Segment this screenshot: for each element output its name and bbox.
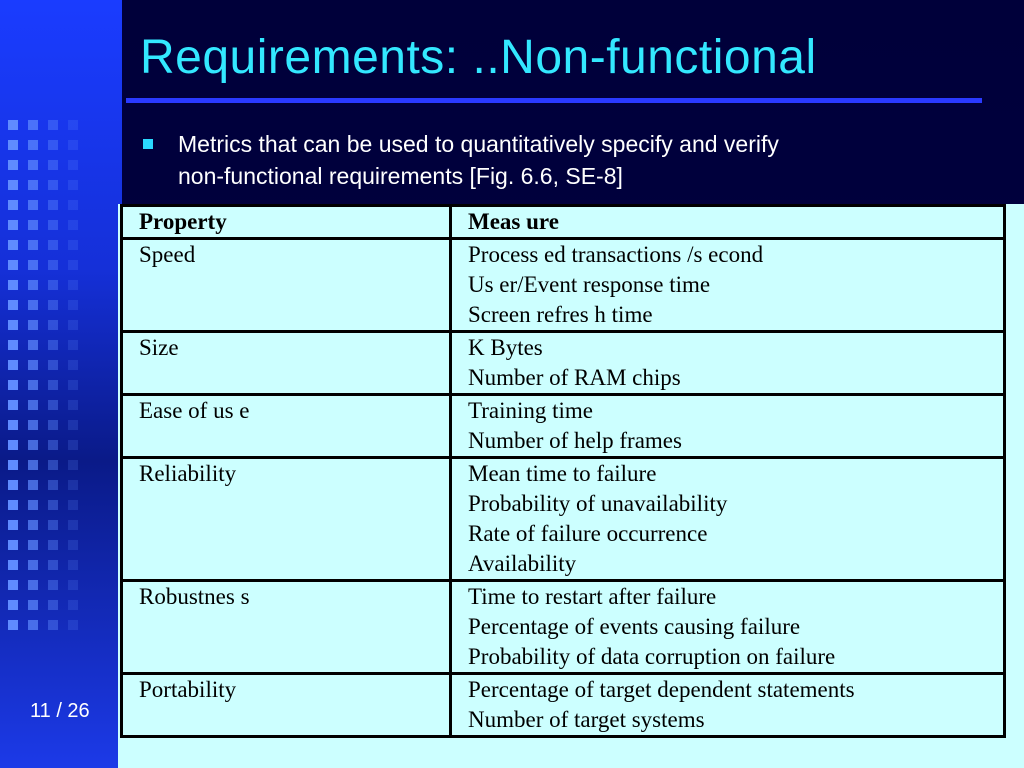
measure-item: Percentage of events causing failure: [468, 614, 801, 639]
measure-cell: [451, 581, 1005, 674]
table-row: [122, 239, 1005, 332]
table-row: [122, 674, 1005, 737]
measure-item: Time to restart after failure: [468, 584, 717, 609]
measure-item: K Bytes: [468, 335, 543, 360]
bullet-line-1: Metrics that can be used to quantitatively specify and verify: [178, 131, 779, 157]
property-cell: Size: [122, 332, 451, 395]
slide-title: Requirements: ..Non-functional: [140, 31, 817, 84]
table-header-row: [122, 206, 1005, 239]
measure-item: Us er/Event response time: [468, 272, 711, 297]
decorative-squares: [28, 120, 38, 640]
table-row: [122, 332, 1005, 395]
measure-item: Rate of failure occurrence: [468, 521, 708, 546]
measure-item: Percentage of target dependent statements: [468, 677, 855, 702]
page-number: 11 / 26: [30, 700, 90, 722]
measure-cell: [451, 458, 1005, 581]
decorative-squares: [8, 120, 18, 640]
table-row: [122, 395, 1005, 458]
measure-item: Number of RAM chips: [468, 365, 681, 390]
property-cell: Speed: [122, 239, 451, 332]
property-cell: Ease of us e: [122, 395, 451, 458]
measure-item: Screen refres h time: [468, 302, 653, 327]
title-underline: [126, 98, 982, 103]
header-property: Property: [122, 206, 451, 239]
measure-item: Probability of data corruption on failure: [468, 644, 836, 669]
bullet-square-icon: [143, 139, 153, 149]
decorative-squares: [68, 120, 78, 640]
measure-item: Number of target systems: [468, 707, 705, 732]
decorative-squares: [48, 120, 58, 640]
measure-cell: [451, 332, 1005, 395]
metrics-table-panel: [118, 204, 1024, 768]
measure-cell: [451, 239, 1005, 332]
property-cell: Portability: [122, 674, 451, 737]
measure-item: Mean time to failure: [468, 461, 657, 486]
measure-item: Process ed transactions /s econd: [468, 242, 764, 267]
left-decorative-strip: [0, 0, 122, 768]
table-row: [122, 581, 1005, 674]
metrics-table: [120, 204, 1006, 738]
measure-cell: [451, 674, 1005, 737]
header-measure: Meas ure: [451, 206, 1005, 239]
measure-item: Probability of unavailability: [468, 491, 728, 516]
table-row: [122, 458, 1005, 581]
measure-item: Number of help frames: [468, 428, 682, 453]
measure-item: Training time: [468, 398, 594, 423]
measure-item: Availability: [468, 551, 577, 576]
property-cell: Reliability: [122, 458, 451, 581]
bullet-text: [178, 128, 958, 192]
property-cell: Robustnes s: [122, 581, 451, 674]
measure-cell: [451, 395, 1005, 458]
bullet-line-2: non-functional requirements [Fig. 6.6, SE-8]: [178, 163, 623, 189]
